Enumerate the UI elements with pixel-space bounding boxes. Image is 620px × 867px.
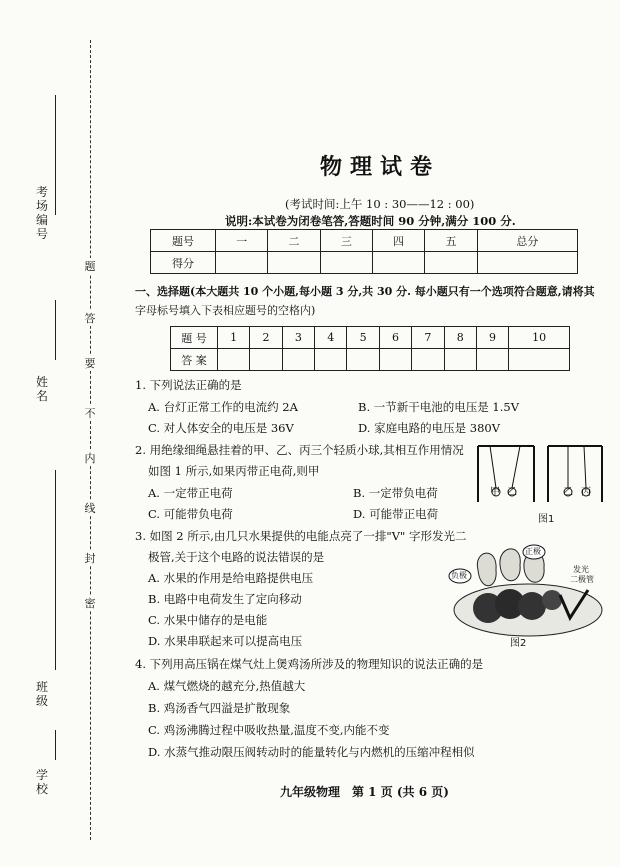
q4-option-a: A. 煤气燃烧的越充分,热值越大 [148,679,306,693]
class-label: 班级 [35,680,48,708]
q1-option-d: D. 家庭电路的电压是 380V [358,421,501,435]
figure-2 [448,540,606,649]
score-cell[interactable] [320,252,372,274]
q3-option-d: D. 水果串联起来可以提高电压 [148,634,303,648]
ball-label-bing: 丙 [581,487,591,498]
seal-char: 要 [82,355,98,371]
score-cell[interactable] [216,252,268,274]
seal-char: 题 [82,258,98,274]
page-footer: 九年级物理 第 1 页 (共 6 页) [280,785,449,799]
figure-1-caption: 图1 [538,514,555,525]
q3-option-c: C. 水果中储存的是电能 [148,613,268,627]
answer-cell[interactable] [315,349,347,371]
q1-option-c: C. 对人体安全的电压是 36V [148,421,294,435]
answer-table [170,326,570,371]
answer-row-label: 答 案 [171,349,218,371]
score-table [150,229,578,274]
answer-cell[interactable] [347,349,379,371]
seat-number-label: 考场编号 [35,185,48,241]
q4-option-d: D. 水蒸气推动限压阀转动时的能量转化与内燃机的压缩冲程相似 [148,745,475,759]
exam-time: (考试时间:上午 10 : 30——12 : 00) [285,197,475,211]
score-cell[interactable] [372,252,424,274]
q2-option-b: B. 一定带负电荷 [353,486,438,500]
answer-number: 10 [509,327,570,349]
q2-option-c: C. 可能带负电荷 [148,507,233,521]
negative-pole-label: 负极 [451,571,467,580]
q2-option-a: A. 一定带正电荷 [148,486,233,500]
q3-option-b: B. 电路中电荷发生了定向移动 [148,592,302,606]
answer-number: 5 [347,327,379,349]
q2-stem: 2. 用绝缘细绳悬挂着的甲、乙、丙三个轻质小球,其相互作用情况 [135,443,464,457]
positive-pole-label: 正极 [525,547,541,556]
answer-number: 2 [250,327,282,349]
page-title: 物理试卷 [319,154,440,180]
answer-number: 7 [412,327,444,349]
score-header: 题号 [151,230,216,252]
figure-1 [476,440,606,525]
seal-char: 答 [82,310,98,326]
exam-note: 说明:本试卷为闭卷笔答,答题时间 90 分钟,满分 100 分. [225,214,516,228]
q2-option-d: D. 可能带正电荷 [353,507,439,521]
q2-stem-cont: 如图 1 所示,如果丙带正电荷,则甲 [148,464,320,478]
score-header: 四 [372,230,424,252]
led-label: 发光 [573,565,589,574]
answer-number: 6 [379,327,411,349]
answer-number: 9 [476,327,508,349]
section1-instructions: 一、选择题(本大题共 10 个小题,每小题 3 分,共 30 分. 每小题只有一个选项符合题意,请将其 [135,285,595,298]
seal-char: 封 [82,550,98,566]
answer-cell[interactable] [250,349,282,371]
q3-option-a: A. 水果的作用是给电路提供电压 [148,571,314,585]
q1-option-a: A. 台灯正常工作的电流约 2A [148,400,298,414]
ball-label-yi2: 乙 [563,487,573,498]
seal-char: 不 [82,405,98,421]
section1-instructions-cont: 字母标号填入下表相应题号的空格内) [135,304,316,317]
score-header: 总分 [477,230,577,252]
answer-cell[interactable] [509,349,570,371]
answer-number: 3 [282,327,314,349]
score-header: 三 [320,230,372,252]
q4-option-b: B. 鸡汤香气四溢是扩散现象 [148,701,291,715]
q1-stem: 1. 下列说法正确的是 [135,378,242,392]
score-cell[interactable] [268,252,320,274]
answer-number: 8 [444,327,476,349]
q4-stem: 4. 下列用高压锅在煤气灶上煲鸡汤所涉及的物理知识的说法正确的是 [135,657,484,671]
answer-cell[interactable] [282,349,314,371]
answer-cell[interactable] [412,349,444,371]
led-label-cont: 二极管 [570,575,594,584]
score-cell[interactable] [477,252,577,274]
score-header: 二 [268,230,320,252]
answer-cell[interactable] [379,349,411,371]
ball-label-yi: 乙 [507,487,517,498]
q3-stem: 3. 如图 2 所示,由几只水果提供的电能点亮了一排"V" 字形发光二 [135,529,467,543]
ball-label-jia: 甲 [490,487,500,498]
school-label: 学校 [35,768,48,796]
score-row-label: 得分 [151,252,216,274]
seal-char: 内 [82,450,98,466]
q3-stem-cont: 极管,关于这个电路的说法错误的是 [148,550,325,564]
seal-char: 线 [82,500,98,516]
name-label: 姓名 [35,375,48,403]
answer-cell[interactable] [476,349,508,371]
answer-cell[interactable] [444,349,476,371]
answer-number: 1 [218,327,250,349]
q4-option-c: C. 鸡汤沸腾过程中吸收热量,温度不变,内能不变 [148,723,390,737]
score-header: 一 [216,230,268,252]
answer-header-label: 题 号 [171,327,218,349]
answer-number: 4 [315,327,347,349]
score-header: 五 [425,230,477,252]
q1-option-b: B. 一节新干电池的电压是 1.5V [358,400,520,414]
seal-char: 密 [82,595,98,611]
answer-cell[interactable] [218,349,250,371]
figure-2-caption: 图2 [510,638,527,649]
score-cell[interactable] [425,252,477,274]
